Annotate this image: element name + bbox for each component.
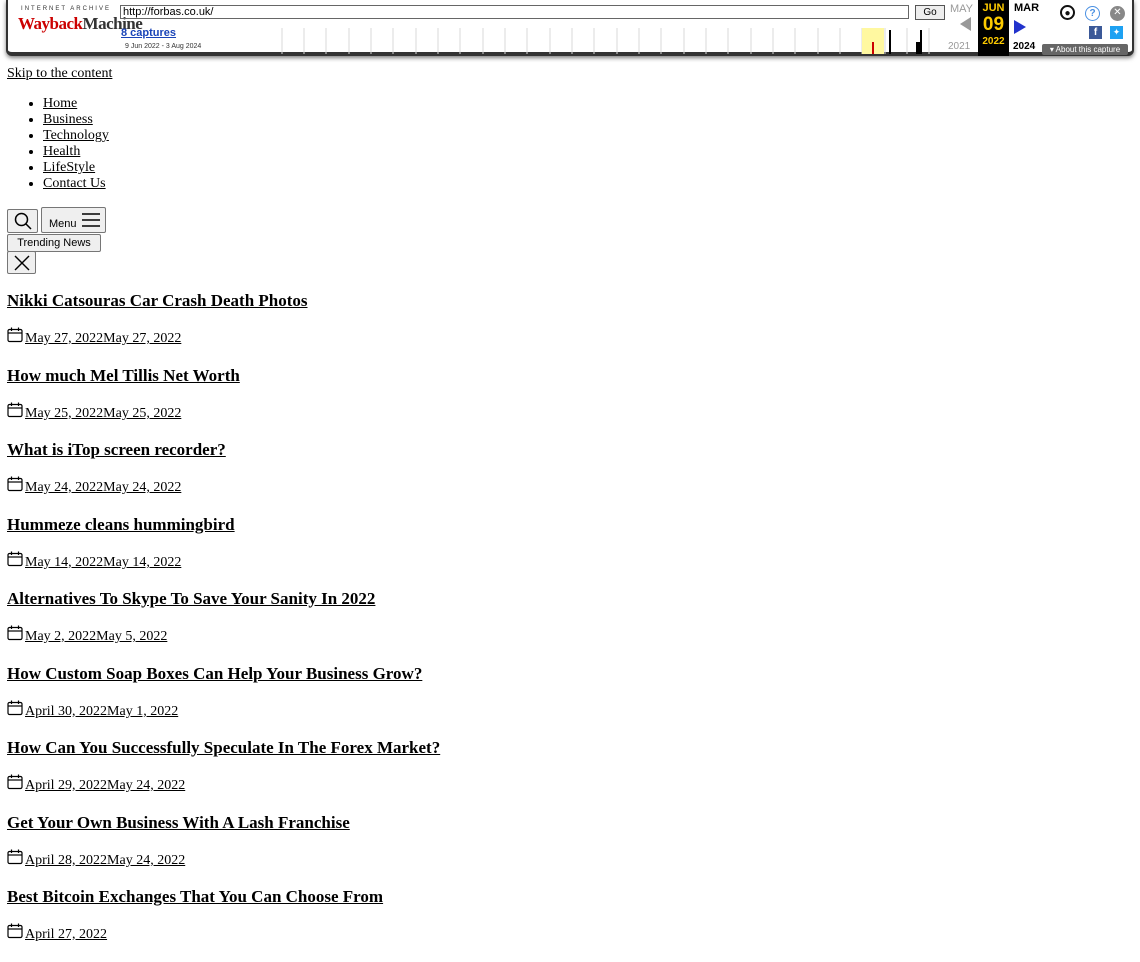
wayback-logo[interactable] <box>18 6 143 48</box>
wayback-prev-arrow-icon[interactable] <box>960 17 971 31</box>
wayback-url-input[interactable]: http://forbas.co.uk/ <box>120 5 909 19</box>
search-icon <box>13 211 33 231</box>
calendar-icon <box>7 774 23 790</box>
skip-to-content-link[interactable]: Skip to the content <box>7 66 113 81</box>
wayback-current-year: 2022 <box>982 36 1005 47</box>
post-title <box>7 738 440 758</box>
nav-item-technology <box>43 128 109 144</box>
post-date-link[interactable]: May 14, 2022May 14, 2022 <box>25 555 182 570</box>
help-icon[interactable]: ? <box>1085 6 1100 21</box>
sparkline-current-capture <box>872 42 874 54</box>
wayback-go-button[interactable]: Go <box>915 5 945 20</box>
sparkline-capture-c <box>920 30 922 42</box>
post-item <box>7 664 423 719</box>
post-title <box>7 664 422 684</box>
calendar-icon <box>7 700 23 716</box>
nav-link-contact[interactable]: Contact Us <box>43 176 106 191</box>
post-title-link[interactable]: What is iTop screen recorder? <box>7 440 226 459</box>
post-title-link[interactable]: How Custom Soap Boxes Can Help Your Business Grow? <box>7 664 423 683</box>
post-title <box>7 366 240 386</box>
post-title <box>7 589 375 609</box>
wayback-capture-range: 9 Jun 2022 - 3 Aug 2024 <box>125 43 202 50</box>
hamburger-icon <box>82 212 100 228</box>
wayback-logo-word-a: Wayback <box>18 14 83 33</box>
calendar-icon <box>7 327 23 343</box>
post-title-link[interactable]: Alternatives To Skype To Save Your Sanity In 2022 <box>7 589 376 608</box>
sparkline-gridlines <box>282 28 929 54</box>
post-title <box>7 887 383 907</box>
close-button[interactable] <box>7 251 36 274</box>
calendar-icon <box>7 849 23 865</box>
wayback-captures-link[interactable]: 8 captures <box>121 27 177 39</box>
post-title <box>7 813 350 833</box>
wayback-next-month[interactable]: MAR <box>1014 2 1040 14</box>
wayback-next-arrow-icon[interactable] <box>1014 20 1026 34</box>
post-date-link[interactable]: April 27, 2022 <box>25 927 108 942</box>
nav-link-home[interactable]: Home <box>43 96 78 111</box>
sparkline-capture-a <box>889 30 891 54</box>
post-title <box>7 440 226 460</box>
post-item <box>7 515 235 570</box>
post-item <box>7 291 308 346</box>
post-date-link[interactable]: May 27, 2022May 27, 2022 <box>25 331 182 346</box>
post-date-link[interactable]: May 24, 2022May 24, 2022 <box>25 480 182 495</box>
wayback-prev-year[interactable]: 2021 <box>948 41 971 52</box>
nav-link-health[interactable]: Health <box>43 144 81 159</box>
menu-button[interactable] <box>41 207 106 233</box>
nav-item-business <box>43 112 109 128</box>
post-title <box>7 515 235 535</box>
wayback-sparkline[interactable] <box>276 28 944 54</box>
post-item <box>7 887 384 942</box>
nav-link-business[interactable]: Business <box>43 112 93 127</box>
wayback-logo-word-b: Machine <box>82 14 143 33</box>
facebook-icon[interactable]: f <box>1089 26 1102 39</box>
nav-link-lifestyle[interactable]: LifeStyle <box>43 160 96 175</box>
post-item <box>7 738 441 793</box>
wayback-logo-top: INTERNET ARCHIVE <box>21 6 111 12</box>
nav-item-lifestyle <box>43 160 109 176</box>
post-title-link[interactable]: How Can You Successfully Speculate In The Forex Market? <box>7 738 441 757</box>
trending-news-button[interactable]: Trending News <box>7 234 101 252</box>
sparkline-capture-b <box>916 42 922 54</box>
twitter-icon[interactable]: ✦ <box>1110 26 1123 39</box>
post-title-link[interactable]: Get Your Own Business With A Lash Franchise <box>7 813 350 832</box>
wayback-current-date <box>978 0 1009 56</box>
post-date-link[interactable]: April 29, 2022May 24, 2022 <box>25 778 186 793</box>
menu-label: Menu <box>49 218 77 230</box>
calendar-icon <box>7 923 23 939</box>
post-title <box>7 291 308 311</box>
close-icon[interactable]: ✕ <box>1110 6 1125 21</box>
nav-item-home <box>43 96 109 112</box>
wayback-current-day: 09 <box>982 14 1005 35</box>
post-title-link[interactable]: Best Bitcoin Exchanges That You Can Choose From <box>7 887 384 906</box>
post-item <box>7 589 376 644</box>
wayback-next-year[interactable]: 2024 <box>1013 41 1036 52</box>
post-date-link[interactable]: May 25, 2022May 25, 2022 <box>25 406 182 421</box>
wayback-about-capture-button[interactable]: ▾ About this capture <box>1042 44 1128 55</box>
post-title-link[interactable]: Hummeze cleans hummingbird <box>7 515 235 534</box>
primary-nav <box>0 96 109 192</box>
wayback-about-label: About this capture <box>1055 45 1121 54</box>
user-icon[interactable]: ● <box>1060 5 1075 20</box>
post-item <box>7 440 226 495</box>
calendar-icon <box>7 551 23 567</box>
wayback-current-month: JUN <box>982 2 1005 14</box>
post-date-link[interactable]: May 2, 2022May 5, 2022 <box>25 629 168 644</box>
calendar-icon <box>7 402 23 418</box>
wayback-toolbar <box>6 0 1134 56</box>
calendar-icon <box>7 476 23 492</box>
wayback-logo-main <box>18 14 143 34</box>
post-title-link[interactable]: How much Mel Tillis Net Worth <box>7 366 240 385</box>
post-item <box>7 813 350 868</box>
calendar-icon <box>7 625 23 641</box>
post-title-link[interactable]: Nikki Catsouras Car Crash Death Photos <box>7 291 308 310</box>
search-button[interactable] <box>7 209 38 233</box>
wayback-prev-month[interactable]: MAY <box>950 3 974 15</box>
nav-item-contact <box>43 176 109 192</box>
close-x-icon <box>14 255 30 271</box>
post-item <box>7 366 240 421</box>
nav-item-health <box>43 144 109 160</box>
post-date-link[interactable]: April 30, 2022May 1, 2022 <box>25 704 179 719</box>
post-date-link[interactable]: April 28, 2022May 24, 2022 <box>25 853 186 868</box>
nav-link-technology[interactable]: Technology <box>43 128 109 143</box>
